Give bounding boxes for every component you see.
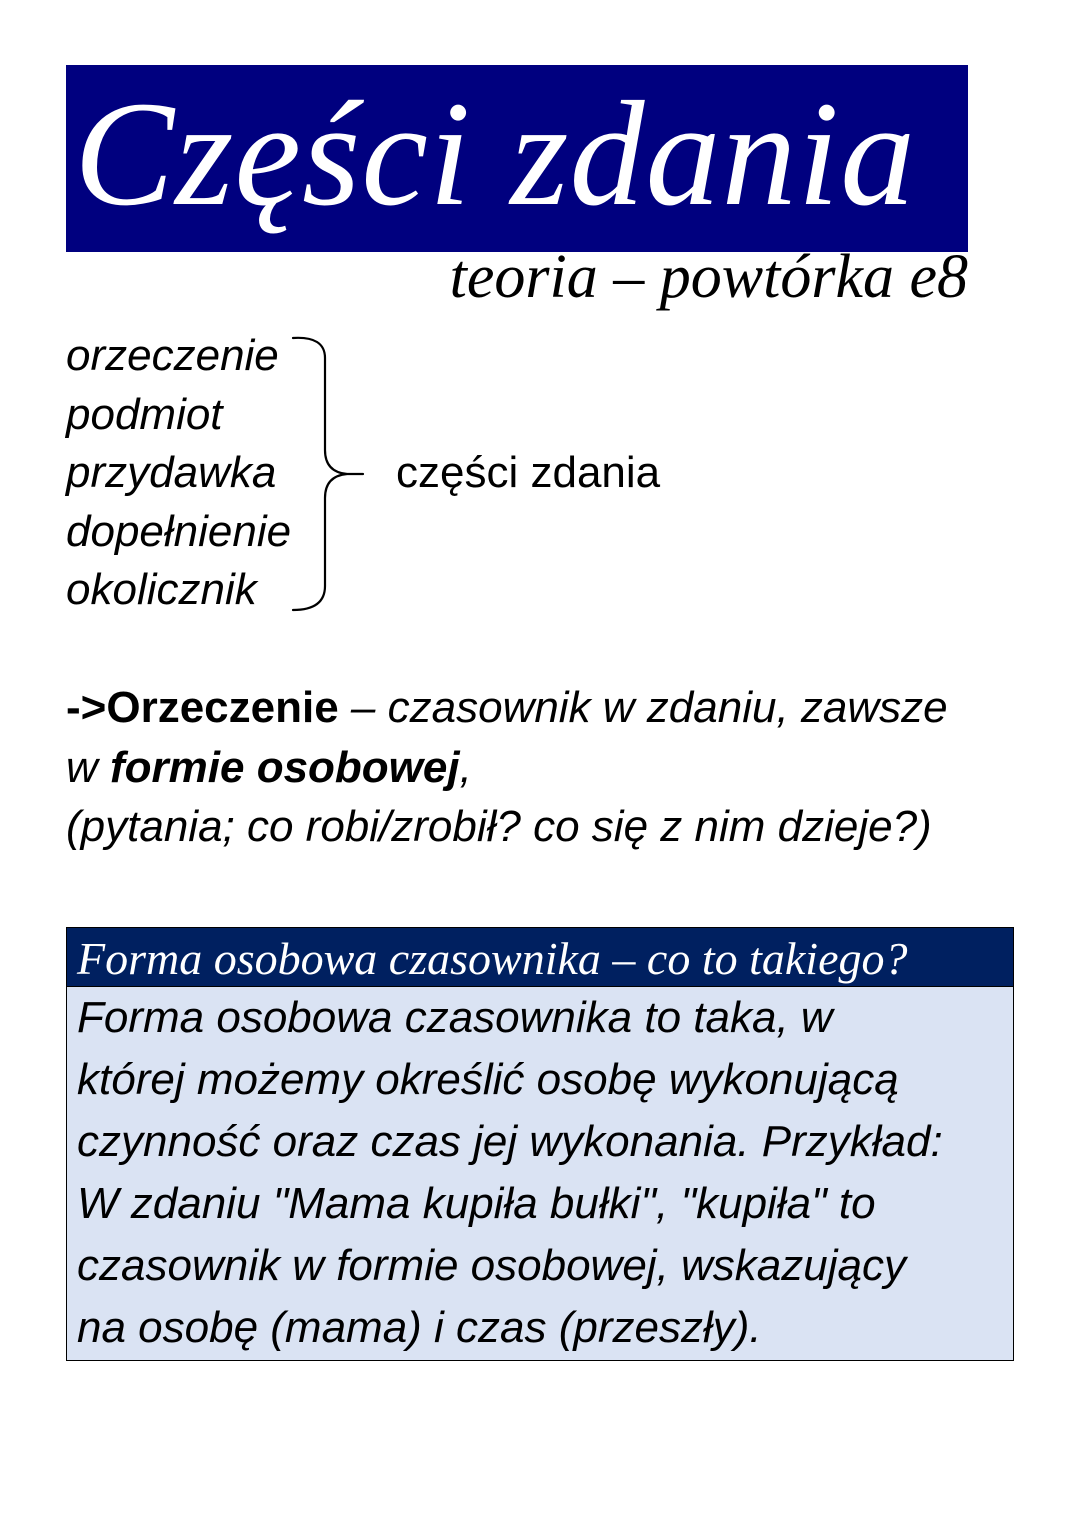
definition-text: – czasownik w zdaniu, zawsze bbox=[338, 683, 948, 732]
title-banner bbox=[66, 65, 968, 252]
definition-line-1 bbox=[66, 678, 1046, 738]
info-line: której możemy określić osobę wykonującą bbox=[77, 1055, 899, 1104]
list-item: podmiot bbox=[66, 389, 223, 439]
curly-brace-icon bbox=[285, 334, 365, 614]
definition-emphasis: formie osobowej bbox=[110, 742, 460, 792]
definition-prefix: w bbox=[66, 742, 110, 792]
info-box bbox=[66, 927, 1014, 1361]
list-item: dopełnienie bbox=[66, 506, 292, 556]
info-line: czynność oraz czas jej wykonania. Przykład: bbox=[77, 1117, 943, 1166]
info-box-header: Forma osobowa czasownika – co to takiego? bbox=[67, 928, 1013, 987]
info-line: czasownik w formie osobowej, wskazujący bbox=[77, 1241, 906, 1290]
sentence-parts-list bbox=[66, 327, 291, 620]
definition-questions: (pytania; co robi/zrobił? co się z nim dzieje?) bbox=[66, 802, 932, 851]
info-box-body bbox=[67, 987, 1013, 1359]
info-line: na osobę (mama) i czas (przeszły). bbox=[77, 1303, 762, 1352]
definition-suffix: , bbox=[459, 742, 472, 792]
page-subtitle: teoria – powtórka e8 bbox=[449, 243, 968, 311]
brace-label: części zdania bbox=[396, 448, 661, 497]
info-line: W zdaniu "Mama kupiła bułki", "kupiła" to bbox=[77, 1179, 876, 1228]
definition-block bbox=[66, 678, 1046, 857]
list-item: przydawka bbox=[66, 448, 277, 498]
info-line: Forma osobowa czasownika to taka, w bbox=[77, 993, 833, 1042]
arrow-symbol: -> bbox=[66, 683, 107, 732]
list-item: orzeczenie bbox=[66, 331, 279, 380]
definition-term: Orzeczenie bbox=[106, 683, 339, 732]
definition-line-2 bbox=[66, 738, 1046, 798]
list-item: okolicznik bbox=[66, 565, 257, 615]
page-title: Części zdania bbox=[74, 71, 917, 237]
